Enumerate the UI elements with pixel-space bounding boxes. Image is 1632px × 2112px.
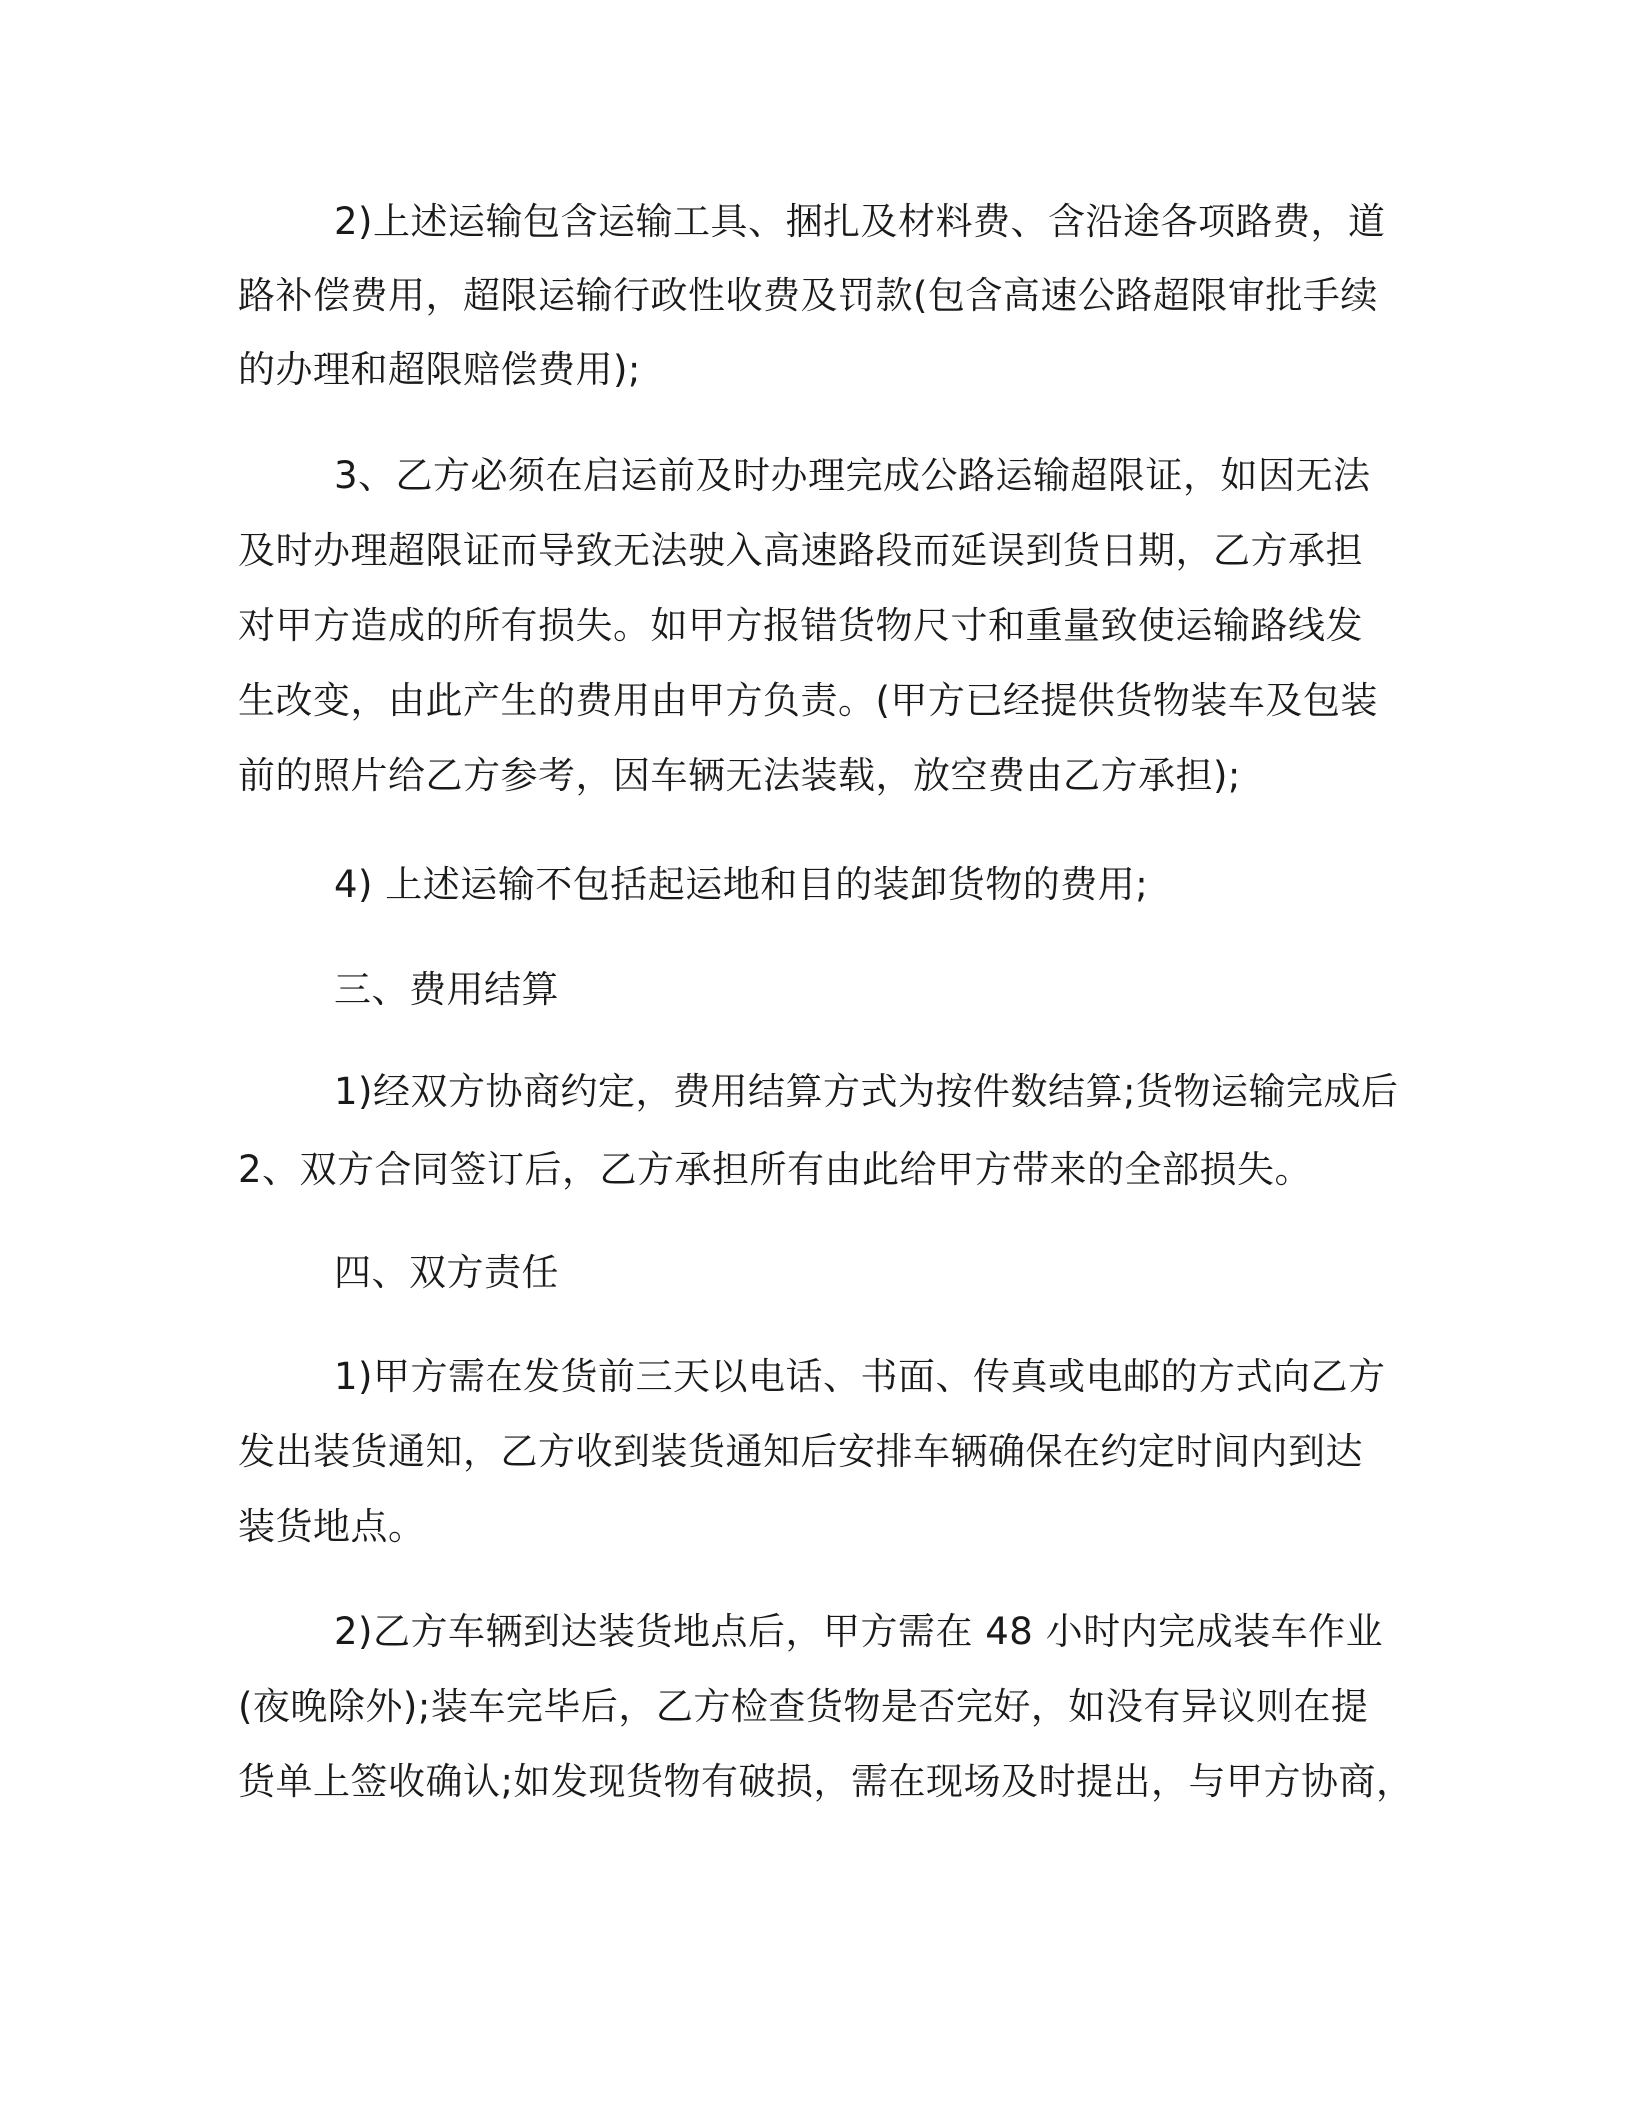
paragraph-8-line-2: (夜晚除外);装车完毕后，乙方检查货物是否完好，如没有异议则在提 (238, 1685, 1369, 1728)
paragraph-1-line-3: 的办理和超限赔偿费用); (238, 348, 641, 391)
section-heading-3: 三、费用结算 (334, 968, 559, 1011)
paragraph-2-line-3: 对甲方造成的所有损失。如甲方报错货物尺寸和重量致使运输路线发 (238, 604, 1363, 647)
paragraph-3-line-1: 4) 上述运输不包括起运地和目的装卸货物的费用; (334, 863, 1149, 906)
paragraph-2-line-4: 生改变，由此产生的费用由甲方负责。(甲方已经提供货物装车及包装 (238, 679, 1378, 722)
paragraph-7-line-1: 1)甲方需在发货前三天以电话、书面、传真或电邮的方式向乙方 (334, 1355, 1386, 1398)
paragraph-7-line-3: 装货地点。 (238, 1505, 426, 1548)
paragraph-2-line-5: 前的照片给乙方参考，因车辆无法装载，放空费由乙方承担); (238, 754, 1241, 797)
paragraph-7-line-2: 发出装货通知，乙方收到装货通知后安排车辆确保在约定时间内到达 (238, 1430, 1363, 1473)
paragraph-5-line-1: 1)经双方协商约定，费用结算方式为按件数结算;货物运输完成后 (334, 1070, 1399, 1113)
paragraph-1-line-2: 路补偿费用，超限运输行政性收费及罚款(包含高速公路超限审批手续 (238, 274, 1378, 317)
paragraph-2-line-2: 及时办理超限证而导致无法驶入高速路段而延误到货日期，乙方承担 (238, 529, 1363, 572)
paragraph-8-line-1: 2)乙方车辆到达装货地点后，甲方需在 48 小时内完成装车作业 (334, 1610, 1384, 1653)
paragraph-8-line-3: 货单上签收确认;如发现货物有破损，需在现场及时提出，与甲方协商， (238, 1760, 1414, 1803)
section-heading-4: 四、双方责任 (334, 1251, 559, 1294)
paragraph-2-line-1: 3、乙方必须在启运前及时办理完成公路运输超限证，如因无法 (334, 454, 1371, 497)
paragraph-5-line-2: 2、双方合同签订后，乙方承担所有由此给甲方带来的全部损失。 (238, 1148, 1313, 1191)
paragraph-1-line-1: 2)上述运输包含运输工具、捆扎及材料费、含沿途各项路费，道 (334, 200, 1386, 243)
